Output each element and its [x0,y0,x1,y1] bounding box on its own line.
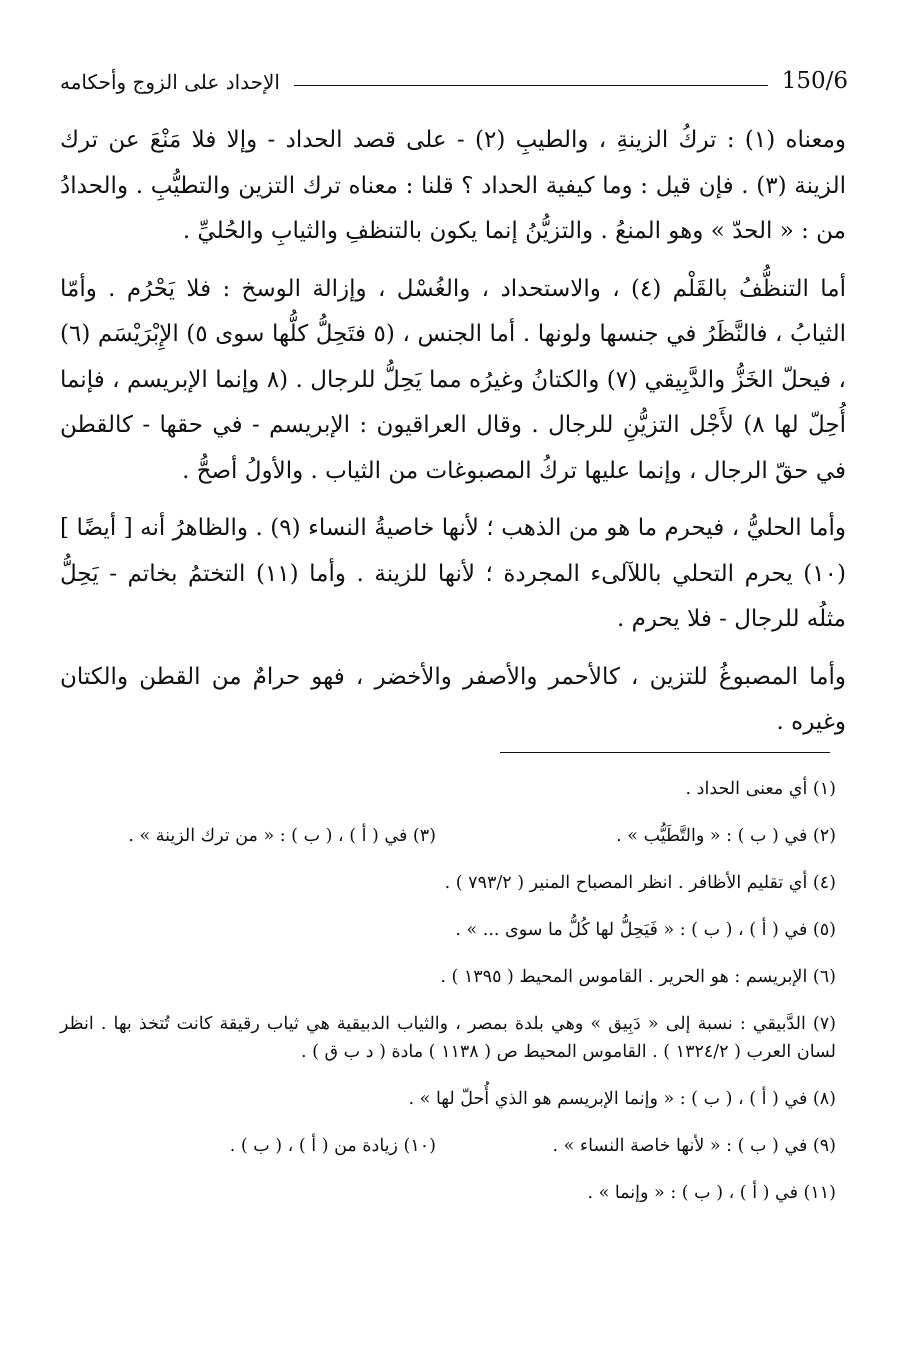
footnote: (٤) أي تقليم الأظافر . انظر المصباح المنير ( ٧٩٣/٢ ) . [444,873,836,893]
running-title: الإحداد على الزوج وأحكامه [60,70,280,94]
footnote: (١١) في ( أ ) ، ( ب ) : « وإنما » . [587,1183,836,1203]
header-rule [294,85,768,86]
main-text [60,118,846,758]
paragraph: ومعناه (١) : تركُ الزينةِ ، والطيبِ (٢) - على قصد الحداد - وإلا فلا مَنْعَ عن ترك الزينة (٣) . فإن قيل : وما كيفية الحداد ؟ قلنا : معناه ترك التزين والتطيُّبِ . والحدادُ من : « الحدّ » وهو المنعُ . والتزيُّنُ إنما يكون بالتنظفِ والثيابِ والحُليِّ . [60,127,846,244]
footnote: (٣) في ( أ ) ، ( ب ) : « من ترك الزينة » . [128,826,436,846]
footnote-row [60,1132,836,1160]
footnotes [60,775,836,1226]
paragraph: أما التنظُّفُ بالقَلْم (٤) ، والاستحداد ، والغُسْل ، وإزالة الوسخ : فلا يَحْرُم . وأمّا الثيابُ ، فالنَّظَرُ في جنسها ولونها . أما الجنس ، (٥ فتَحِلُّ كلُّها سوى ٥) الإِبْرَيْسَم (٦) ، فيحلّ الخَزُّ والدَّبِيقي (٧) والكتانُ وغيرُه مما يَحِلُّ للرجال . (٨ وإنما الإبريسم ، فإنما أُحِلّ لها ٨) لأَجْل التزيُّنِ للرجال . وقال العراقيون : الإبريسم - في حقها - كالقطن في حقّ الرجال ، وإنما عليها تركُ المصبوغات من الثياب . والأولُ أصحُّ . [60,275,846,484]
footnote: (٩) في ( ب ) : « لأنها خاصة النساء » . [552,1136,836,1156]
footnote: (٧) الدَّبيقي : نسبة إلى « دَبِيق » وهي بلدة بمصر ، والثياب الدبيقية هي ثياب رقيقة كانت تُتخذ بها . انظر لسان العرب ( ١٣٢٤/٢ ) . القاموس المحيط ص ( ١١٣٨ ) مادة ( د ب ق ) . [60,1014,836,1062]
page-header [60,58,848,94]
footnote: (٦) الإبريسم : هو الحرير . القاموس المحيط ( ١٣٩٥ ) . [440,967,836,987]
footnote: (١) أي معنى الحداد . [685,779,836,799]
footnote-separator [500,752,830,753]
footnote: (١٠) زيادة من ( أ ) ، ( ب ) . [229,1136,436,1156]
footnote: (٨) في ( أ ) ، ( ب ) : « وإنما الإبريسم هو الذي أُحلّ لها » . [408,1089,836,1109]
footnote: (٢) في ( ب ) : « والتَّطَيُّب » . [616,826,836,846]
page-number: 150/6 [781,68,848,94]
footnote-row [60,822,836,850]
footnote: (٥) في ( أ ) ، ( ب ) : « فَيَحِلُّ لها كُلُّ ما سوى ... » . [455,920,836,940]
paragraph: وأما الحليُّ ، فيحرم ما هو من الذهب ؛ لأنها خاصيةُ النساء (٩) . والظاهرُ أنه [ أيضًا ] (١٠) يحرم التحلي باللآلىء المجردة ؛ لأنها للزينة . وأما (١١) التختمُ بخاتم - يَحِلُّ مثلُه للرجال - فلا يحرم . [60,515,846,632]
paragraph: وأما المصبوغُ للتزين ، كالأحمر والأصفر والأخضر ، فهو حرامٌ من القطن والكتان وغيره . [60,663,846,735]
